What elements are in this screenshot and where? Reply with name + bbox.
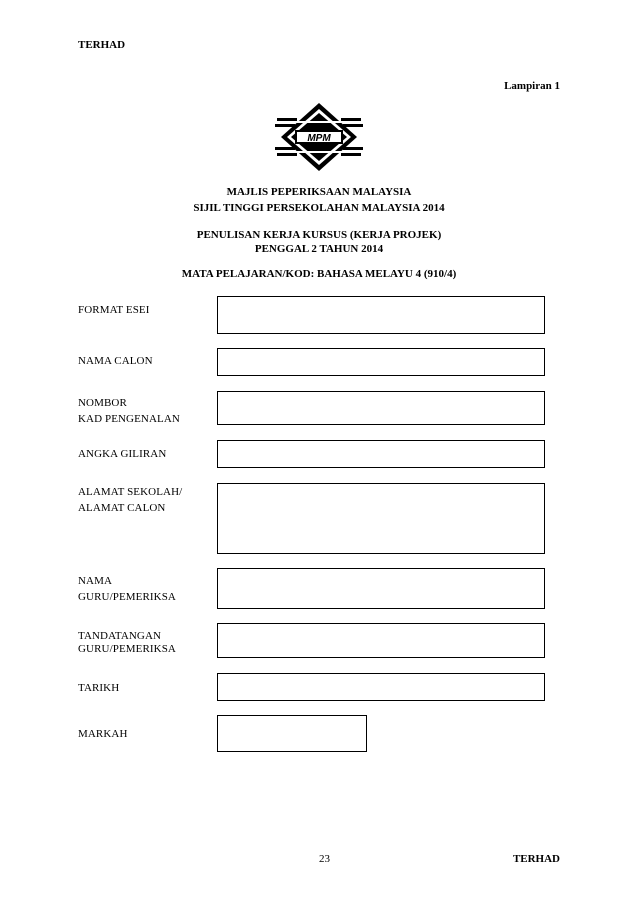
input-nama-guru[interactable]	[217, 568, 545, 609]
label-format-esei: FORMAT ESEI	[78, 304, 150, 316]
attachment-label: Lampiran 1	[504, 80, 560, 92]
input-alamat[interactable]	[217, 483, 545, 554]
title-line-1: MAJLIS PEPERIKSAAN MALAYSIA	[226, 186, 412, 198]
input-format-esei[interactable]	[217, 296, 545, 334]
classification-top: TERHAD	[78, 39, 126, 51]
input-kad-pengenalan[interactable]	[217, 391, 545, 425]
label-alamat-line-2: ALAMAT CALON	[78, 502, 166, 514]
subject-line: MATA PELAJARAN/KOD: BAHASA MELAYU 4 (910/4)	[181, 268, 457, 280]
input-tandatangan[interactable]	[217, 623, 545, 658]
label-tarikh: TARIKH	[78, 682, 120, 694]
label-markah: MARKAH	[78, 728, 128, 740]
input-nama-calon[interactable]	[217, 348, 545, 376]
label-nama-guru-line-2: GURU/PEMERIKSA	[78, 591, 176, 603]
label-alamat-line-1: ALAMAT SEKOLAH/	[78, 486, 183, 498]
label-nombor-line-1: NOMBOR	[78, 397, 127, 409]
logo-text: MPM	[307, 133, 331, 144]
page-number: 23	[319, 853, 330, 865]
title-line-3: PENULISAN KERJA KURSUS (KERJA PROJEK)	[196, 229, 442, 241]
label-tandatangan-line-1: TANDATANGAN	[78, 630, 162, 642]
title-line-4: PENGGAL 2 TAHUN 2014	[254, 243, 384, 255]
mpm-logo	[273, 101, 365, 173]
input-angka-giliran[interactable]	[217, 440, 545, 468]
label-nombor-line-2: KAD PENGENALAN	[78, 413, 180, 425]
label-nama-calon: NAMA CALON	[78, 355, 153, 367]
title-line-2: SIJIL TINGGI PERSEKOLAHAN MALAYSIA 2014	[193, 202, 445, 214]
input-tarikh[interactable]	[217, 673, 545, 701]
classification-bottom: TERHAD	[512, 853, 560, 865]
input-markah[interactable]	[217, 715, 367, 752]
label-nama-guru-line-1: NAMA	[78, 575, 113, 587]
label-angka-giliran: ANGKA GILIRAN	[78, 448, 167, 460]
label-tandatangan-line-2: GURU/PEMERIKSA	[78, 643, 176, 655]
